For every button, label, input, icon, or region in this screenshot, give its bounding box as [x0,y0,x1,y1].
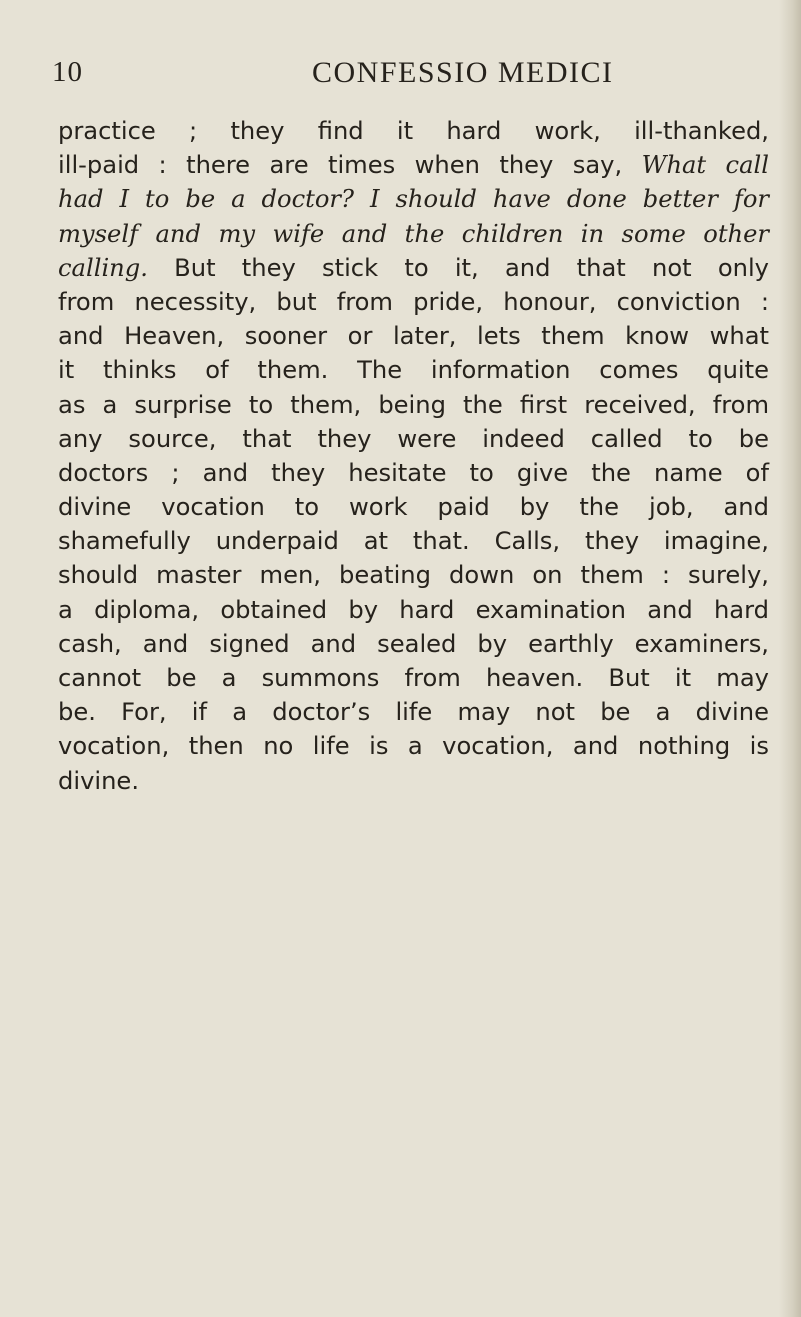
italic-text-segment: myself and my wife and the children in some other [58,219,769,248]
text-line [58,353,769,387]
text-segment: ill-paid : there are times when they say, [58,151,642,180]
text-line [58,182,769,216]
text-line [58,490,769,524]
text-line [58,285,769,319]
text-segment: cannot be a summons from heaven. But it may [58,664,769,692]
text-line [58,388,769,422]
italic-text-segment: had I to be a doctor? I should have done better for [58,185,769,214]
text-segment: as a surprise to them, being the first received, from [58,390,769,419]
text-segment: vocation, then no life is a vocation, and nothing is [58,732,769,761]
page-edge-shadow [779,0,801,1317]
text-line [58,422,769,456]
text-segment: it thinks of them. The information comes quite [58,356,769,385]
text-line [58,217,769,251]
page-number: 10 [52,56,83,88]
text-line [58,661,769,695]
text-line [58,593,769,627]
text-segment: from necessity, but from pride, honour, conviction : [58,287,769,316]
text-segment: But they stick to it, and that not only [147,253,769,282]
text-segment: divine vocation to work paid by the job, and [58,493,769,522]
italic-text-segment: calling. [58,253,148,282]
text-segment: divine. [58,766,140,795]
text-segment: a diploma, obtained by hard examination and hard [58,595,769,624]
text-line [58,627,769,661]
text-segment: any source, that they were indeed called to be [58,424,769,453]
running-title: CONFESSIO MEDICI [312,56,614,89]
text-line [58,114,769,148]
text-line [58,558,769,592]
text-line [58,251,769,285]
text-segment: doctors ; and they hesitate to give the name of [58,458,769,487]
running-head [0,48,801,92]
text-line [58,695,769,729]
italic-text-segment: What call [641,151,769,180]
text-line [58,729,769,763]
text-line [58,524,769,558]
text-line [58,764,769,798]
body-text [58,114,769,798]
text-segment: should master men, beating down on them : surely, [58,561,769,590]
text-line [58,148,769,182]
text-segment: be. For, if a doctor’s life may not be a divine [58,698,769,727]
text-segment: cash, and signed and sealed by earthly examiners, [58,629,769,658]
text-segment: shamefully underpaid at that. Calls, they imagine, [58,527,769,556]
text-line [58,456,769,490]
text-line [58,319,769,353]
text-segment: practice ; they find it hard work, ill-thanked, [58,117,769,145]
text-segment: and Heaven, sooner or later, lets them know what [58,322,769,351]
